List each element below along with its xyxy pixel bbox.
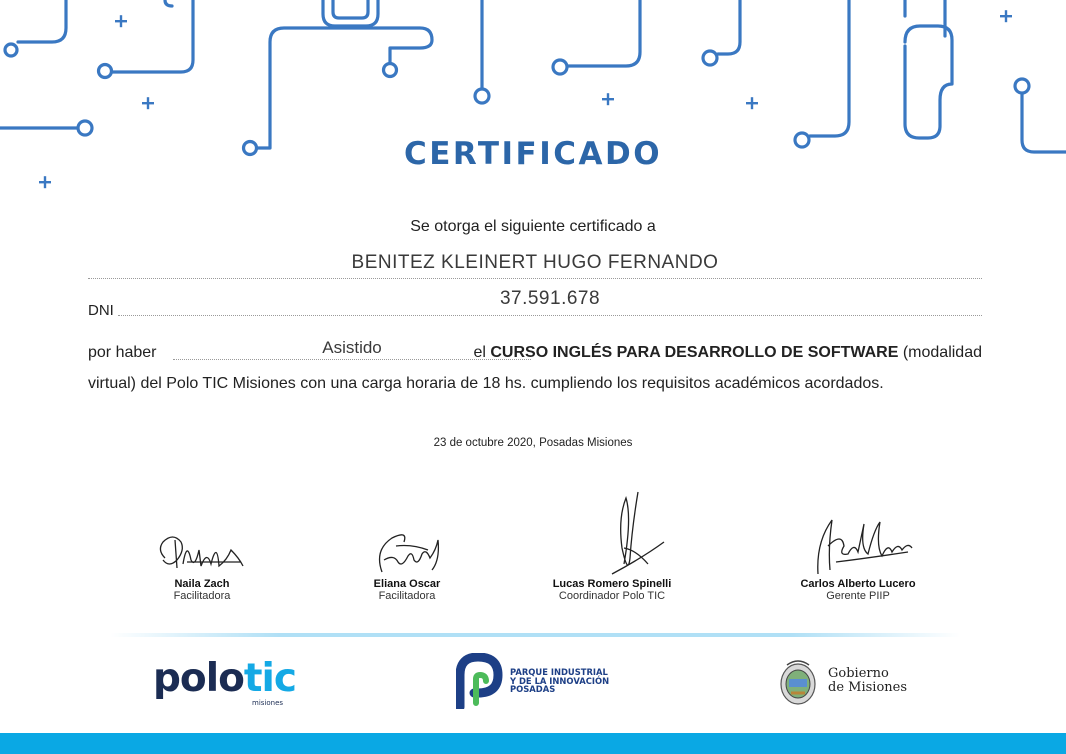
misiones-coat-of-arms-icon	[777, 657, 819, 707]
course-suffix: (modalidad	[902, 344, 982, 361]
piip-logo-text	[510, 668, 609, 694]
signatory-role: Facilitadora	[173, 590, 231, 602]
attendance-status: Asistido	[322, 338, 382, 357]
piip-logo-icon	[456, 653, 504, 709]
signatory-name: Carlos Alberto Lucero	[800, 578, 916, 590]
dni-label: DNI	[88, 302, 114, 319]
signature-naila-zach	[147, 520, 257, 578]
signatory-name: Naila Zach	[174, 578, 230, 590]
course-prefix: el	[473, 344, 486, 361]
piip-line-2: Y DE LA INNOVACIÓN	[510, 675, 610, 686]
piip-line-1: PARQUE INDUSTRIAL	[510, 667, 608, 677]
date-place: 23 de octubre 2020, Posadas Misiones	[433, 437, 633, 449]
signatory-role: Facilitadora	[378, 590, 436, 602]
polotic-subtitle: misiones	[252, 699, 284, 707]
dni-value: 37.591.678	[499, 288, 601, 309]
signature-eliana-oscar	[352, 520, 462, 578]
certificate-title: CERTIFICADO	[403, 136, 663, 172]
signature-carlos-alberto-lucero	[788, 512, 928, 578]
signatory-1	[102, 520, 302, 603]
signature-lucas-romero-spinelli	[552, 488, 672, 578]
signatory-4	[758, 512, 958, 603]
course-statement	[449, 344, 982, 362]
signatory-name: Eliana Oscar	[373, 578, 441, 590]
gobierno-line-2: de Misiones	[828, 680, 908, 695]
recipient-name: BENITEZ KLEINERT HUGO FERNANDO	[88, 252, 982, 279]
signatory-2	[307, 520, 507, 603]
polotic-text-polo: polo	[153, 656, 244, 701]
polotic-text-tic: tic	[243, 656, 297, 701]
signatory-role: Coordinador Polo TIC	[558, 590, 666, 602]
signatory-3	[512, 488, 712, 603]
signatory-name: Lucas Romero Spinelli	[552, 578, 672, 590]
footer-divider	[110, 633, 960, 637]
gobierno-misiones-text	[828, 667, 907, 695]
certificate-intro: Se otorga el siguiente certificado a	[410, 218, 656, 235]
course-line-1	[88, 338, 982, 365]
course-line-2: virtual) del Polo TIC Misiones con una carga horaria de 18 hs. cumpliendo los requisitos académicos acordados.	[88, 375, 884, 392]
por-haber-label: por haber	[88, 344, 157, 361]
gobierno-line-1: Gobierno	[828, 666, 889, 681]
footer-bar	[0, 733, 1066, 754]
signatory-role: Gerente PIIP	[826, 590, 890, 602]
piip-line-3: POSADAS	[510, 684, 556, 695]
course-name: CURSO INGLÉS PARA DESARROLLO DE SOFTWARE	[490, 344, 899, 361]
polotic-logo	[153, 656, 297, 707]
